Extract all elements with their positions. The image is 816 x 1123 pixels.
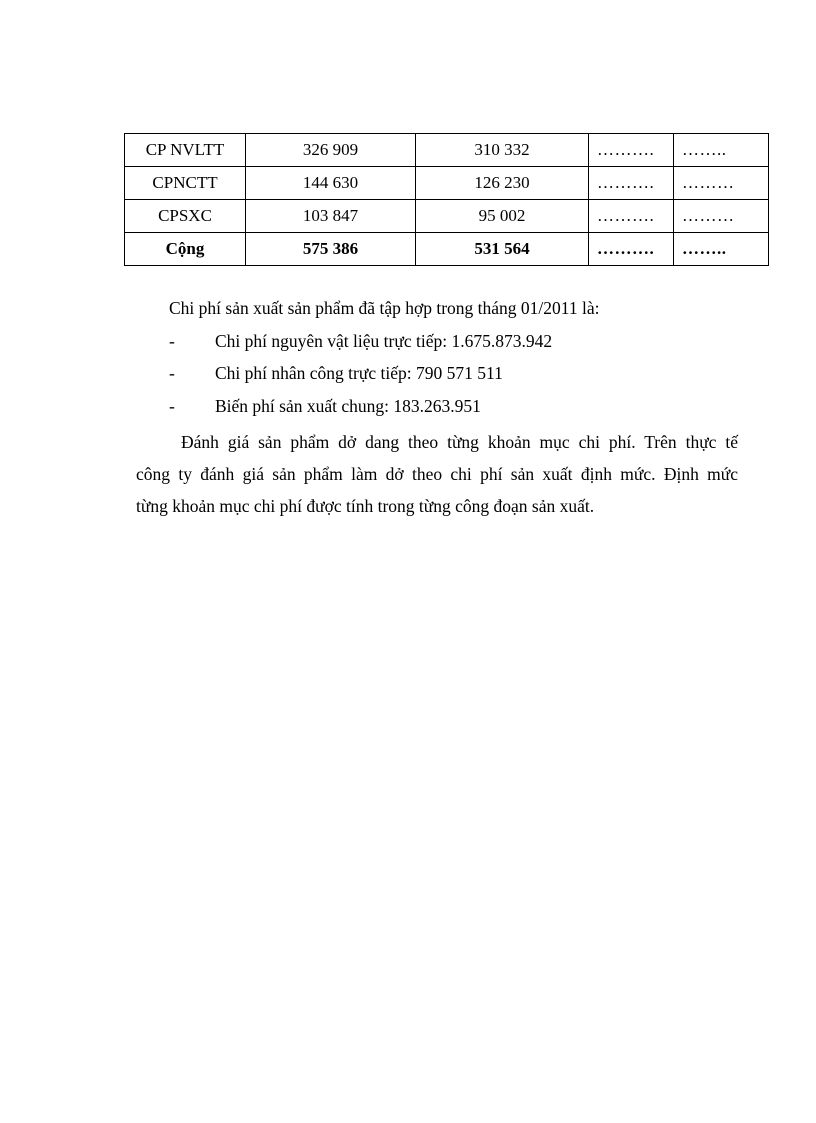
value-cell: 95 002	[416, 200, 589, 233]
bullet-dash: -	[169, 363, 175, 383]
body-paragraph	[136, 426, 738, 522]
value-cell: 310 332	[416, 134, 589, 167]
placeholder-cell: ………	[674, 167, 769, 200]
placeholder-cell: ……….	[589, 233, 674, 266]
list-item-text: Chi phí nhân công trực tiếp: 790 571 511	[215, 363, 503, 383]
row-label: CPSXC	[125, 200, 246, 233]
list-item-text: Biến phí sản xuất chung: 183.263.951	[215, 396, 481, 416]
placeholder-cell: ………	[674, 200, 769, 233]
row-label: CPNCTT	[125, 167, 246, 200]
list-item-text: Chi phí nguyên vật liệu trực tiếp: 1.675.873.942	[215, 331, 553, 351]
value-cell: 126 230	[416, 167, 589, 200]
placeholder-cell: ……….	[589, 200, 674, 233]
table-row	[125, 134, 769, 167]
value-cell: 144 630	[246, 167, 416, 200]
table-row	[125, 200, 769, 233]
table-row	[125, 167, 769, 200]
bullet-dash: -	[169, 396, 175, 416]
value-cell: 575 386	[246, 233, 416, 266]
placeholder-cell: ……….	[589, 134, 674, 167]
value-cell: 103 847	[246, 200, 416, 233]
intro-text: Chi phí sản xuất sản phẩm đã tập hợp trong tháng 01/2011 là:	[169, 298, 600, 318]
bullet-dash: -	[169, 331, 175, 351]
placeholder-cell: ……..	[674, 233, 769, 266]
paragraph-line: công ty đánh giá sản phẩm làm dở theo chi phí sản xuất định mức. Định mức	[136, 464, 738, 484]
list-item	[169, 331, 552, 352]
value-cell: 531 564	[416, 233, 589, 266]
row-label: CP NVLTT	[125, 134, 246, 167]
list-item	[169, 363, 503, 384]
placeholder-cell: ……….	[589, 167, 674, 200]
value-cell: 326 909	[246, 134, 416, 167]
paragraph-line: Đánh giá sản phẩm dở dang theo từng khoản mục chi phí. Trên thực tế	[181, 432, 738, 452]
total-row	[125, 233, 769, 266]
cost-table	[124, 133, 769, 266]
row-label: Cộng	[125, 233, 246, 266]
placeholder-cell: ……..	[674, 134, 769, 167]
paragraph-line: từng khoản mục chi phí được tính trong từng công đoạn sản xuất.	[136, 496, 595, 516]
list-item	[169, 396, 481, 417]
